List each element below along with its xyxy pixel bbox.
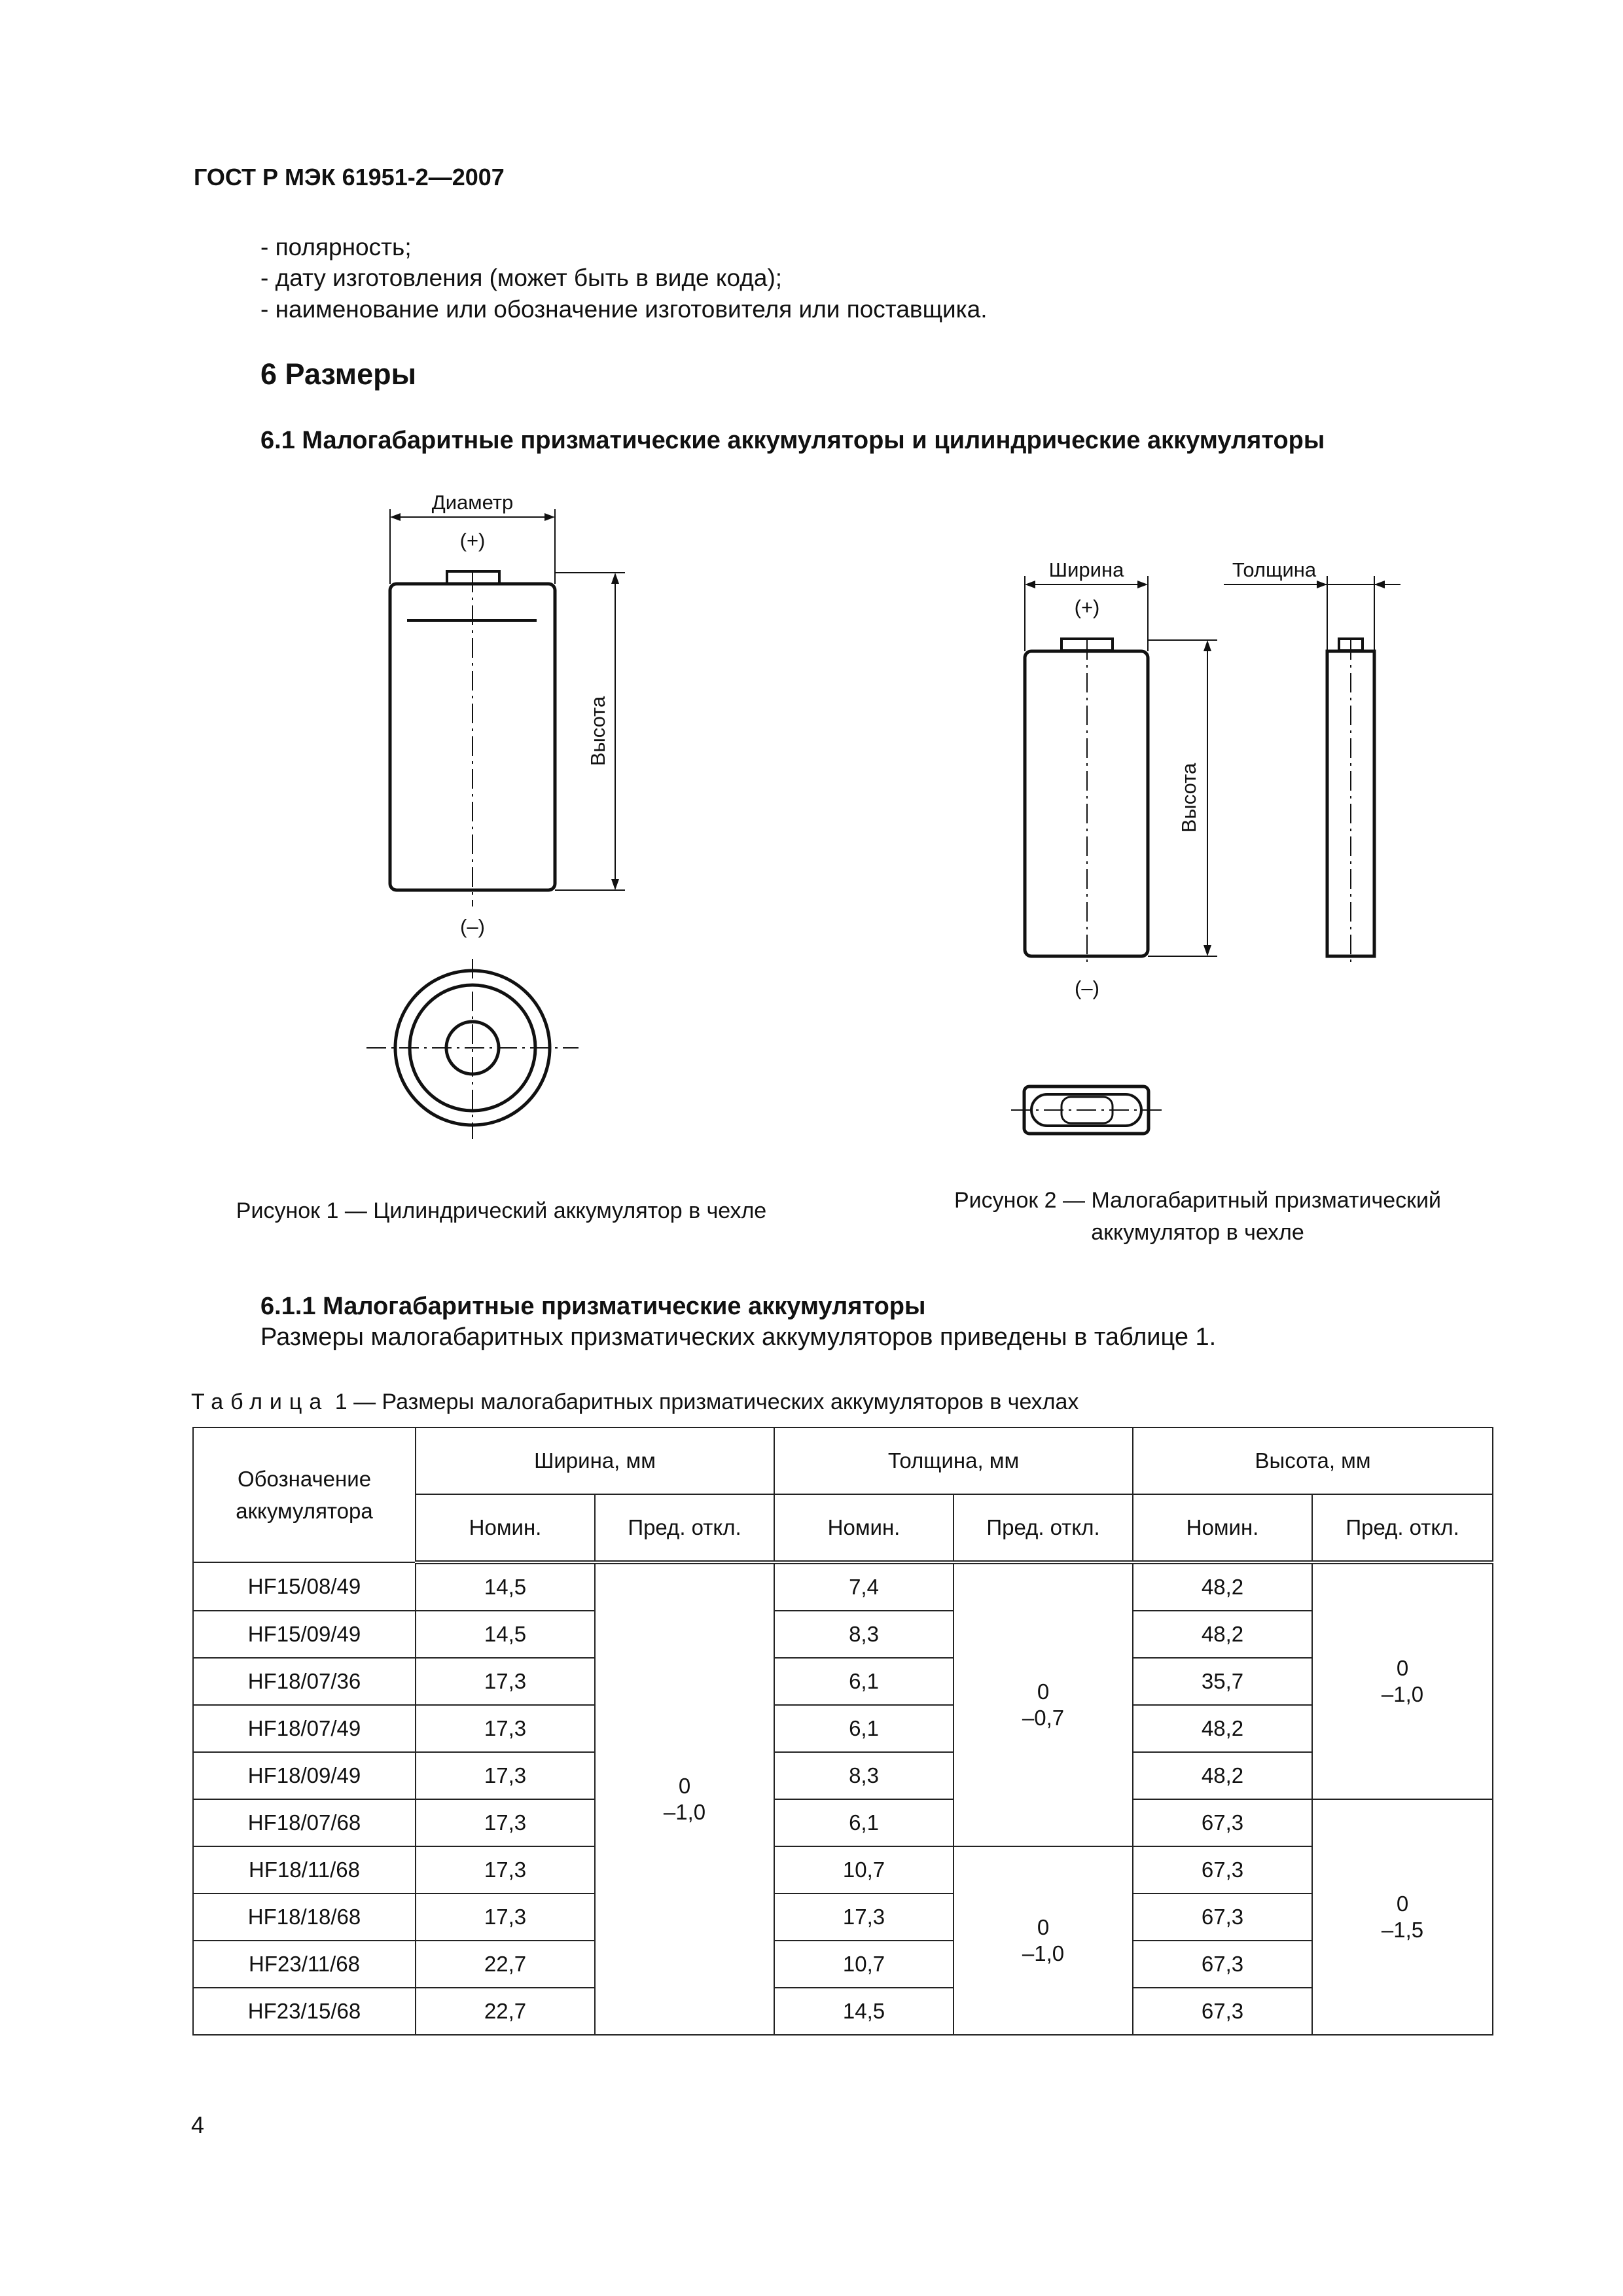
bullet-manufacture-date: - дату изготовления (может быть в виде кода); <box>260 264 783 291</box>
figure-1-caption: Рисунок 1 — Цилиндрический аккумулятор в чехле <box>236 1198 767 1223</box>
subheader-thickness-nominal: Номин. <box>774 1494 954 1562</box>
figure-2-caption <box>903 1185 1492 1249</box>
height-tolerance-cell-b: 0 –1,5 <box>1312 1799 1493 2035</box>
table-row: HF15/08/49 14,5 0 –1,0 7,4 0 –0,7 48,2 0 –1,0 <box>193 1562 1493 1611</box>
subheader-thickness-tolerance: Пред. откл. <box>954 1494 1133 1562</box>
thickness-tolerance-cell-a: 0 –0,7 <box>954 1562 1133 1846</box>
height-tolerance-cell-a: 0 –1,0 <box>1312 1562 1493 1799</box>
fig1-height-label: Высота <box>586 696 609 766</box>
col-header-width: Ширина, мм <box>416 1427 774 1494</box>
table-caption-word: Таблица <box>191 1390 329 1414</box>
section-6-title: 6 Размеры <box>260 357 417 391</box>
subheader-width-nominal: Номин. <box>416 1494 595 1562</box>
subheader-height-nominal: Номин. <box>1133 1494 1312 1562</box>
document-code: ГОСТ Р МЭК 61951-2—2007 <box>194 164 505 190</box>
section-6-1-1-title: 6.1.1 Малогабаритные призматические аккумуляторы <box>260 1293 926 1320</box>
table-1 <box>192 1427 1493 2036</box>
fig2-thickness-label: Толщина <box>1232 558 1317 581</box>
table-row: HF18/18/68 17,3 17,3 67,3 <box>193 1893 1493 1941</box>
table-row: HF18/07/68 17,3 6,1 67,3 0 –1,5 <box>193 1799 1493 1846</box>
col-header-designation: Обозначение аккумулятора <box>193 1427 416 1562</box>
table-row: HF18/11/68 17,3 10,7 0 –1,0 67,3 <box>193 1846 1493 1893</box>
subheader-height-tolerance: Пред. откл. <box>1312 1494 1493 1562</box>
table-row: HF23/15/68 22,7 14,5 67,3 <box>193 1988 1493 2035</box>
table-row: HF23/11/68 22,7 10,7 67,3 <box>193 1941 1493 1988</box>
fig2-plus-label: (+) <box>1074 596 1100 619</box>
figure-2-prismatic-battery <box>1008 550 1414 1158</box>
table-1-caption <box>191 1390 1079 1415</box>
bullet-polarity: - полярность; <box>260 234 412 260</box>
fig2-height-label: Высота <box>1177 762 1200 833</box>
table-row: HF18/07/36 17,3 6,1 35,7 <box>193 1658 1493 1705</box>
section-6-1-title: 6.1 Малогабаритные призматические аккумуляторы и цилиндрические аккумуляторы <box>260 427 1325 454</box>
table-row: HF18/09/49 17,3 8,3 48,2 <box>193 1752 1493 1799</box>
fig1-plus-label: (+) <box>459 529 486 552</box>
figure-2-caption-line-1: Рисунок 2 — Малогабаритный призматический <box>954 1188 1441 1213</box>
fig1-minus-label: (–) <box>460 915 485 938</box>
thickness-tolerance-cell-b: 0 –1,0 <box>954 1846 1133 2035</box>
fig1-diameter-label: Диаметр <box>431 491 514 514</box>
page-number: 4 <box>191 2111 205 2138</box>
bullet-manufacturer: - наименование или обозначение изготовителя или поставщика. <box>260 296 988 323</box>
figure-1-cylindrical-battery <box>340 484 694 1165</box>
figure-2-caption-line-2: аккумулятор в чехле <box>1091 1220 1304 1246</box>
col-header-thickness: Толщина, мм <box>774 1427 1133 1494</box>
width-tolerance-cell: 0 –1,0 <box>595 1562 774 2035</box>
fig2-minus-label: (–) <box>1075 977 1099 999</box>
table-row: HF18/07/49 17,3 6,1 48,2 <box>193 1705 1493 1752</box>
section-6-1-1-text: Размеры малогабаритных призматических аккумуляторов приведены в таблице 1. <box>260 1323 1217 1351</box>
table-caption-rest: 1 — Размеры малогабаритных призматических аккумуляторов в чехлах <box>329 1390 1079 1414</box>
col-header-height: Высота, мм <box>1133 1427 1493 1494</box>
subheader-width-tolerance: Пред. откл. <box>595 1494 774 1562</box>
table-row: HF15/09/49 14,5 8,3 48,2 <box>193 1611 1493 1658</box>
fig2-width-label: Ширина <box>1048 558 1124 581</box>
